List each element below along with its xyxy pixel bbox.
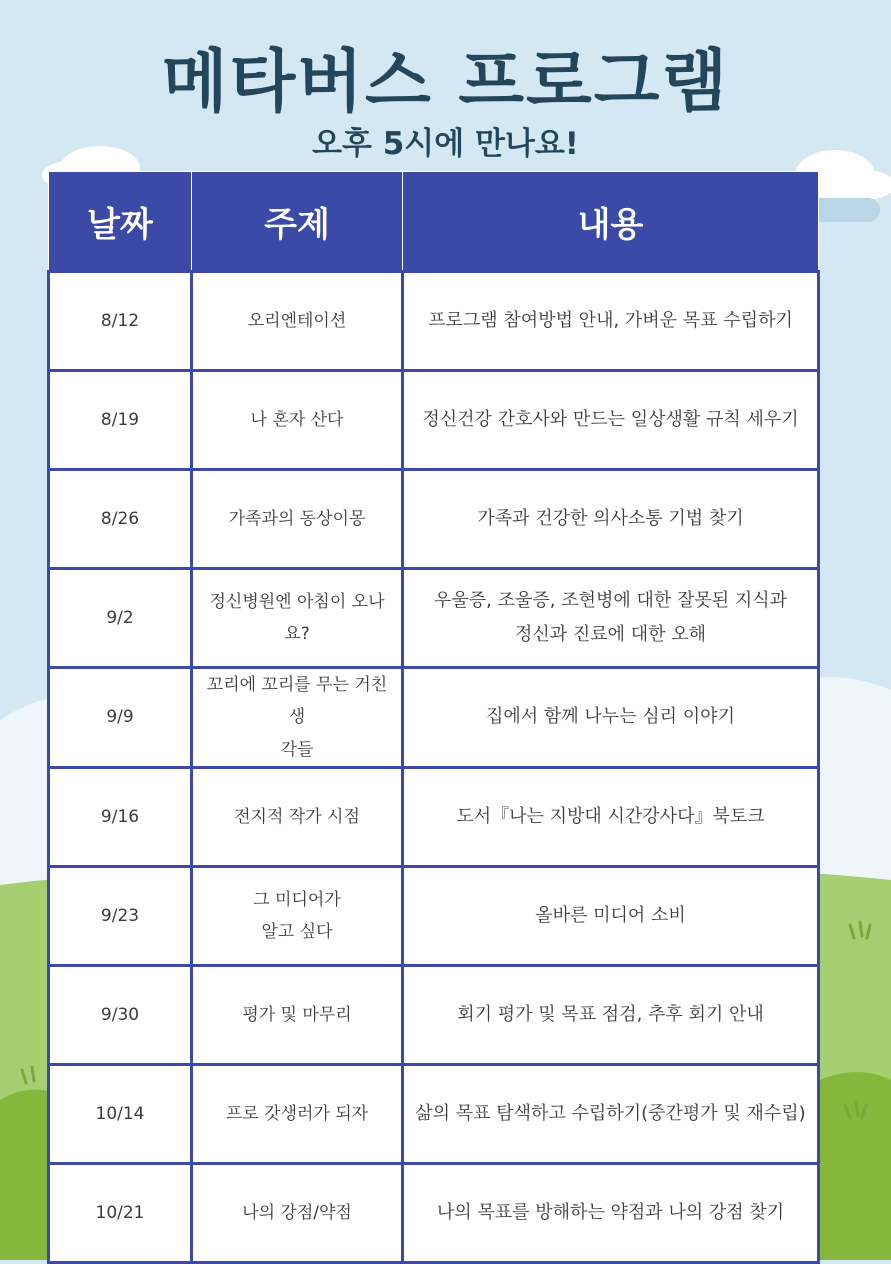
content-cell [403, 866, 819, 965]
table-row [49, 569, 819, 668]
topic-line: 전지적 작가 시점 [234, 806, 360, 827]
date-cell: 9/16 [49, 767, 192, 866]
page-title: 메타버스 프로그램 [161, 43, 730, 122]
column-header-date: 날짜 [49, 172, 192, 272]
topic-line: 프로 갓생러가 되자 [225, 1103, 369, 1124]
content-line: 정신건강 간호사와 만드는 일상생활 규칙 세우기 [422, 408, 799, 430]
topic-line: 평가 및 마무리 [242, 1004, 352, 1025]
table-row [49, 668, 819, 768]
content-cell [403, 1064, 819, 1163]
topic-cell [192, 1064, 403, 1163]
table-header-row [49, 172, 819, 272]
topic-cell [192, 767, 403, 866]
table-row [49, 767, 819, 866]
topic-cell [192, 866, 403, 965]
date-cell: 10/21 [49, 1163, 192, 1262]
date-cell: 8/12 [49, 272, 192, 371]
table-row [49, 1163, 819, 1262]
topic-cell [192, 470, 403, 569]
date-cell: 9/23 [49, 866, 192, 965]
content-cell [403, 569, 819, 668]
topic-line: 나 혼자 산다 [250, 409, 344, 430]
table-row [49, 371, 819, 470]
topic-cell [192, 272, 403, 371]
content-line: 프로그램 참여방법 안내, 가벼운 목표 수립하기 [428, 309, 793, 331]
content-line: 삶의 목표 탐색하고 수립하기(중간평가 및 재수립) [415, 1102, 806, 1124]
content-cell [403, 965, 819, 1064]
content-cell [403, 470, 819, 569]
table-row [49, 866, 819, 965]
topic-line: 꼬리에 꼬리를 무는 거친 생 [206, 675, 388, 728]
content-line: 가족과 건강한 의사소통 기법 찾기 [477, 507, 744, 529]
content-line: 집에서 함께 나누는 심리 이야기 [486, 706, 735, 728]
date-cell: 9/2 [49, 569, 192, 668]
content-line: 우울증, 조울증, 조현병에 대한 잘못된 지식과 [433, 589, 788, 611]
date-cell: 9/30 [49, 965, 192, 1064]
content-cell [403, 1163, 819, 1262]
topic-line: 각들 [280, 739, 314, 760]
content-line: 도서『나는 지방대 시간강사다』북토크 [456, 805, 765, 827]
date-cell: 8/19 [49, 371, 192, 470]
table-row [49, 272, 819, 371]
topic-cell [192, 371, 403, 470]
date-cell: 10/14 [49, 1064, 192, 1163]
column-header-content: 내용 [403, 172, 819, 272]
topic-cell [192, 668, 403, 768]
content-cell [403, 272, 819, 371]
topic-line: 정신병원엔 아침이 오나요? [209, 591, 385, 644]
topic-line: 오리엔테이션 [247, 310, 347, 331]
schedule-table [47, 171, 820, 1264]
topic-line: 그 미디어가 [253, 889, 341, 910]
date-cell: 9/9 [49, 668, 192, 768]
table-row [49, 1064, 819, 1163]
table-row [49, 470, 819, 569]
topic-line: 알고 싶다 [261, 921, 333, 942]
content-cell [403, 371, 819, 470]
content-line: 올바른 미디어 소비 [535, 904, 686, 926]
topic-cell [192, 1163, 403, 1262]
column-header-topic: 주제 [192, 172, 403, 272]
topic-line: 가족과의 동상이몽 [228, 508, 366, 529]
date-cell: 8/26 [49, 470, 192, 569]
table-row [49, 965, 819, 1064]
content-cell [403, 668, 819, 768]
topic-line: 나의 강점/약점 [242, 1202, 352, 1223]
content-line: 정신과 진료에 대한 오해 [514, 624, 707, 645]
topic-cell [192, 965, 403, 1064]
content-line: 나의 목표를 방해하는 약점과 나의 강점 찾기 [436, 1201, 785, 1223]
topic-cell [192, 569, 403, 668]
content-line: 회기 평가 및 목표 점검, 추후 회기 안내 [457, 1003, 764, 1025]
content-cell [403, 767, 819, 866]
page-subtitle: 오후 5시에 만나요! [312, 126, 579, 162]
